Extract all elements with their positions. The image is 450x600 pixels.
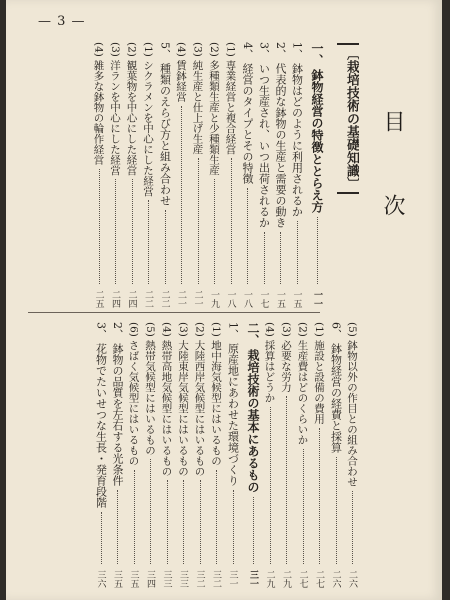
toc-entry — [272, 42, 288, 308]
toc-entry-page: 三一 — [227, 570, 238, 588]
toc-entry-title: 賃鉢経営 — [175, 59, 187, 102]
spacer — [326, 42, 336, 308]
toc-entry-title: 施設と設備の費用 — [313, 339, 325, 424]
toc-entry-number: 二、 — [246, 322, 260, 346]
toc-entry-title: 花物でたいせつな生長・発育段階 — [94, 343, 108, 508]
toc-entry-number: (1) — [142, 42, 154, 57]
dot-leader — [117, 490, 118, 564]
toc-entry-number: (2) — [208, 42, 220, 57]
toc-entry — [223, 42, 239, 308]
toc-entry-page: 三二 — [194, 570, 205, 588]
toc-entry-title: 栽培技術の基本にあるもの — [246, 349, 260, 493]
toc-entry-number: (1) — [210, 322, 222, 337]
dot-leader — [165, 210, 166, 284]
toc-entry — [262, 322, 278, 588]
toc-entry-title: 大陸西岸気候型にはいるもの — [193, 339, 206, 477]
toc-entry-page: 三一 — [248, 570, 258, 588]
dot-leader — [297, 221, 298, 284]
toc-entry-title: 地中海気候型にはいるもの — [210, 339, 222, 466]
toc-entry-title: 代表的な鉢物の生産と需要の動き — [274, 63, 287, 228]
toc-entry — [173, 42, 189, 308]
toc-entry-page: 三二 — [211, 570, 221, 588]
toc-entry-page: 二七 — [314, 570, 324, 588]
toc-entry-page: 一九 — [209, 290, 219, 308]
toc-entry-title: 雑多な鉢物の輪作経営 — [92, 59, 105, 165]
dot-leader — [148, 200, 149, 284]
toc-entry-title: シクラメンを中心にした経営 — [142, 59, 154, 197]
dot-leader — [115, 179, 116, 284]
dot-leader — [99, 169, 100, 284]
toc-entry-page: 二九 — [281, 570, 291, 588]
part-title — [336, 42, 360, 310]
toc-entry-title: さばく気候型にはいるもの — [127, 339, 140, 466]
toc-entry — [206, 42, 222, 308]
dot-leader — [336, 457, 337, 564]
toc-entry-page: 一一 — [312, 290, 322, 308]
page-number: — 3 — — [38, 14, 86, 29]
toc-entry-page: 二一 — [176, 290, 186, 308]
toc-entry-title: 熱帯高地気候型にはいるもの — [160, 339, 173, 477]
toc-entry-title: 純生産と仕上げ生産 — [191, 59, 204, 155]
toc-entry-number: 5、 — [158, 42, 172, 60]
toc-entry-page: 三六 — [95, 570, 106, 588]
toc-entry-page: 二七 — [297, 570, 308, 588]
toc-entry — [126, 322, 142, 588]
toc-entry-number: (5) — [346, 322, 358, 337]
toc-entry-title: 必要な労力 — [280, 339, 292, 393]
toc-entry-title: 経営のタイプとその特徴 — [241, 63, 254, 184]
toc-entry-number: (5) — [144, 322, 156, 337]
toc-entry — [93, 322, 109, 588]
toc-title: 目 次 — [380, 110, 405, 236]
toc-entry — [328, 322, 344, 588]
toc-entry-number: 2、 — [111, 322, 124, 340]
toc-entry-page: 一八 — [225, 290, 236, 308]
toc-entry-page: 一七 — [258, 290, 269, 308]
toc-entry — [225, 322, 241, 588]
toc-entry-number: (3) — [280, 322, 292, 337]
toc-entry-number: (2) — [125, 42, 138, 57]
toc-entry-number: (4) — [160, 322, 173, 337]
toc-entry-page: 三三 — [161, 570, 172, 588]
toc-entry-title: いつ生産され、いつ出荷されるか — [257, 63, 271, 228]
toc-entry-title: 洋ランを中心にした経営 — [109, 59, 121, 176]
toc-entry — [295, 322, 311, 588]
column-divider — [28, 312, 320, 313]
dot-leader — [233, 490, 234, 564]
toc-entry — [305, 42, 325, 308]
toc-entry — [239, 42, 255, 308]
toc-entry-number: 3、 — [257, 42, 271, 60]
toc-entry-number: (3) — [191, 42, 204, 57]
toc-entry — [157, 42, 173, 308]
toc-entry-page: 三五 — [112, 570, 122, 588]
dot-leader — [150, 459, 151, 564]
toc-entry-number: (1) — [313, 322, 325, 337]
toc-entry-number: (4) — [92, 42, 105, 57]
dot-leader — [319, 428, 320, 564]
toc-entry-title: 原産地にあわせた環境づくり — [226, 343, 240, 486]
toc-entry — [159, 322, 175, 588]
toc-entry-title: 鉢物経営の特徴ととらえ方 — [310, 69, 324, 213]
dot-leader — [303, 449, 304, 564]
toc-entry-page: 二六 — [347, 570, 357, 588]
toc-entry-page: 三四 — [145, 570, 155, 588]
dot-leader — [132, 179, 133, 284]
toc-entry-number: (2) — [193, 322, 206, 337]
toc-entry — [192, 322, 208, 588]
dot-leader — [200, 480, 201, 564]
dot-leader — [352, 491, 353, 564]
book-page — [6, 0, 442, 600]
toc-entry-number: 一、 — [310, 42, 324, 66]
part-title-text: 〔栽培技術の基礎知識〕 — [337, 43, 359, 194]
dot-leader — [183, 480, 184, 564]
toc-entry — [289, 42, 305, 308]
toc-entry-page: 二二 — [159, 290, 170, 308]
toc-entry-number: 4、 — [241, 42, 254, 60]
toc-entry-number: (6) — [127, 322, 140, 337]
toc-entry-number: 3、 — [94, 322, 108, 340]
dot-leader — [198, 158, 199, 284]
toc-entry-page: 一八 — [242, 290, 252, 308]
toc-entry-page: 一五 — [275, 290, 285, 308]
dot-leader — [253, 497, 254, 564]
toc-entry — [140, 42, 156, 308]
toc-entry — [175, 322, 191, 588]
dot-leader — [264, 232, 265, 284]
toc-entry — [311, 322, 327, 588]
toc-entry — [107, 42, 123, 308]
toc-entry-title: 大陸東岸気候型にはいるもの — [177, 339, 189, 477]
toc-bottom-band — [92, 322, 360, 588]
toc-entry-page: 二四 — [126, 290, 137, 308]
toc-entry-title: 生産費はどのくらいか — [296, 339, 309, 445]
toc-entry-title: 採算はどうか — [263, 339, 276, 403]
toc-entry-title: 鉢物以外の作目との組み合わせ — [346, 339, 358, 487]
toc-entry-number: 6、 — [329, 322, 343, 340]
dot-leader — [216, 470, 217, 564]
toc-entry — [278, 322, 294, 588]
toc-entry — [208, 322, 224, 588]
toc-entry-page: 二二 — [143, 290, 153, 308]
toc-entry — [190, 42, 206, 308]
dot-leader — [167, 480, 168, 564]
toc-entry — [91, 42, 107, 308]
toc-entry — [344, 322, 360, 588]
toc-entry — [142, 322, 158, 588]
toc-entry — [124, 42, 140, 308]
toc-entry — [109, 322, 125, 588]
toc-entry-number: (4) — [175, 42, 187, 57]
toc-entry-page: 三三 — [178, 570, 188, 588]
toc-entry-number: (2) — [296, 322, 309, 337]
toc-entry-page: 二一 — [192, 290, 203, 308]
dot-leader — [134, 470, 135, 564]
toc-entry-title: 熱帯気候型にはいるもの — [144, 339, 156, 456]
toc-entry-page: 二九 — [264, 570, 275, 588]
dot-leader — [101, 512, 102, 564]
dot-leader — [247, 188, 248, 284]
toc-entry-title: 鉢物はどのように利用されるか — [290, 63, 304, 217]
dot-leader — [231, 158, 232, 284]
toc-top-band — [90, 42, 360, 308]
toc-entry-title: 専業経営と複合経営 — [224, 59, 237, 155]
toc-entry-number: 1、 — [226, 322, 240, 340]
toc-entry-page: 二四 — [110, 290, 120, 308]
toc-entry-title: 多種類生産と少種類生産 — [208, 59, 220, 176]
toc-entry-title: 鉢物の品質を左右する光条件 — [111, 343, 124, 486]
toc-entry-number: (3) — [109, 42, 121, 57]
toc-entry-page: 一五 — [291, 290, 302, 308]
toc-entry-number: (4) — [263, 322, 276, 337]
toc-entry-number: 1、 — [290, 42, 304, 60]
dot-leader — [286, 396, 287, 564]
dot-leader — [181, 106, 182, 284]
toc-entry-page: 二五 — [93, 290, 104, 308]
toc-entry-number: (3) — [177, 322, 189, 337]
toc-entry-number: (1) — [224, 42, 237, 57]
toc-entry — [241, 322, 261, 588]
toc-entry-number: 2、 — [274, 42, 287, 60]
dot-leader — [317, 217, 318, 284]
toc-entry-title: 鉢物経営の経費と採算 — [329, 343, 343, 453]
dot-leader — [270, 407, 271, 564]
toc-entry-title: 種類のえらび方と組み合わせ — [158, 63, 172, 206]
toc-entry — [256, 42, 272, 308]
toc-entry-page: 三五 — [128, 570, 139, 588]
dot-leader — [214, 179, 215, 284]
toc-entry-title: 観葉物を中心にした経営 — [125, 59, 138, 176]
toc-entry-page: 二六 — [330, 570, 341, 588]
dot-leader — [280, 232, 281, 284]
